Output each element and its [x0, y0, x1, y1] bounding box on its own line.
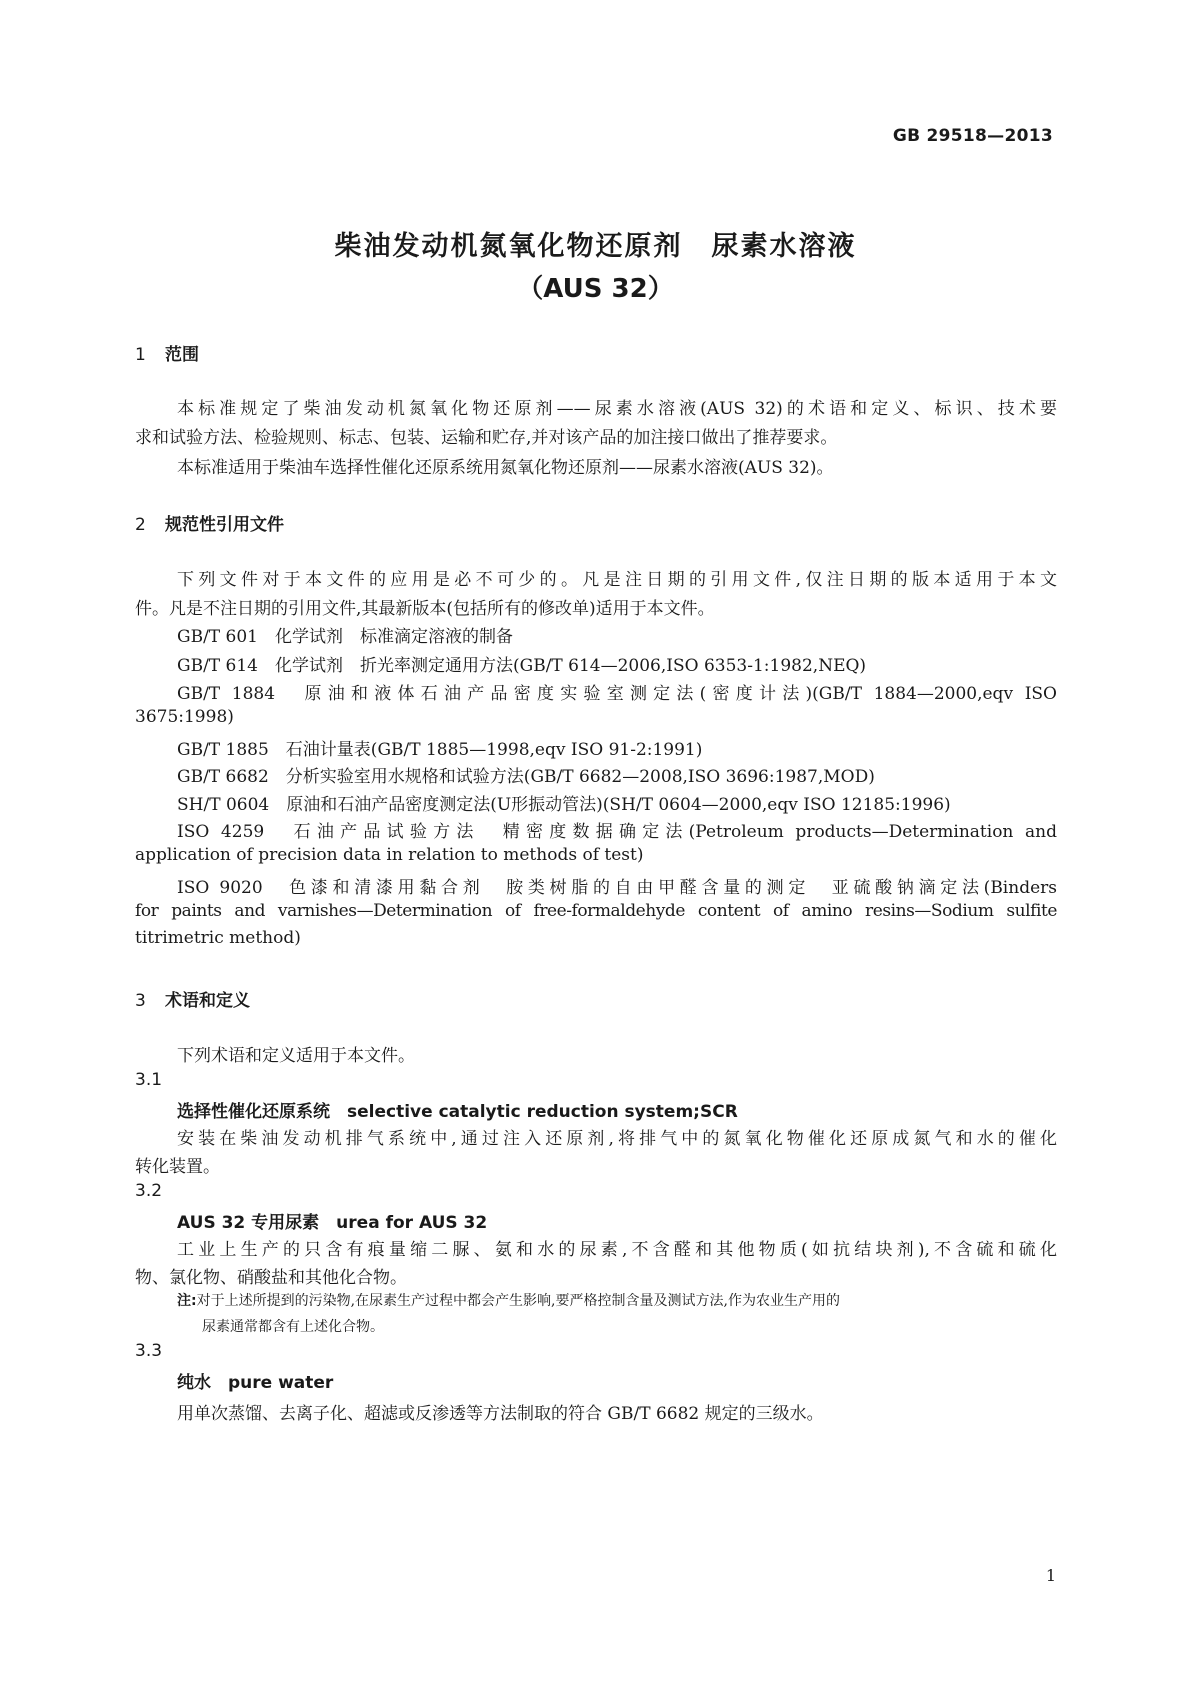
reference-item: ISO 9020 色漆和清漆用黏合剂 胺类树脂的自由甲醛含量的测定 亚硫酸钠滴定法(Binders [177, 878, 1057, 898]
clause-number: 3.1 [135, 1070, 163, 1090]
reference-item-continued: for paints and varnishes—Determination of free-formaldehyde content of amino resins—Sodium sulfite [135, 901, 1057, 921]
document-title: 柴油发动机氮氧化物还原剂 尿素水溶液 [334, 231, 857, 262]
paragraph-line: 本标准规定了柴油发动机氮氧化物还原剂——尿素水溶液(AUS 32)的术语和定义、标识、技术要 [177, 399, 1057, 419]
reference-item-continued: application of precision data in relation to methods of test) [135, 845, 644, 865]
note-text-continued: 尿素通常都含有上述化合物。 [202, 1319, 384, 1335]
reference-item: GB/T 1885 石油计量表(GB/T 1885—1998,eqv ISO 91-2:1991) [177, 740, 703, 760]
definition-line: 工业上生产的只含有痕量缩二脲、氨和水的尿素,不含醛和其他物质(如抗结块剂),不含硫和硫化 [177, 1240, 1057, 1260]
standard-number: GB 29518—2013 [892, 126, 1053, 146]
reference-item: GB/T 1884 原油和液体石油产品密度实验室测定法(密度计法)(GB/T 1884—2000,eqv ISO [177, 684, 1057, 704]
note-label: 注: [177, 1293, 197, 1309]
paragraph-line: 件。凡是不注日期的引用文件,其最新版本(包括所有的修改单)适用于本文件。 [135, 599, 715, 619]
section-number: 2 [135, 515, 146, 535]
note [177, 1288, 1057, 1315]
clause-number: 3.3 [135, 1341, 163, 1361]
clause-number: 3.2 [135, 1181, 163, 1201]
paragraph-line: 下列术语和定义适用于本文件。 [177, 1046, 415, 1066]
section-number: 1 [135, 345, 146, 365]
document-subtitle: （AUS 32） [517, 274, 674, 304]
section-2-heading [135, 510, 284, 535]
section-title: 范围 [165, 345, 199, 365]
definition-line: 转化装置。 [135, 1157, 220, 1177]
page-number: 1 [1045, 1566, 1056, 1585]
reference-item: GB/T 614 化学试剂 折光率测定通用方法(GB/T 614—2006,ISO 6353-1:1982,NEQ) [177, 656, 867, 676]
definition-line: 安装在柴油发动机排气系统中,通过注入还原剂,将排气中的氮氧化物催化还原成氮气和水的催化 [177, 1129, 1057, 1149]
term-entry: AUS 32 专用尿素 urea for AUS 32 [177, 1213, 488, 1233]
section-1-heading [135, 340, 199, 365]
paragraph-line: 本标准适用于柴油车选择性催化还原系统用氮氧化物还原剂——尿素水溶液(AUS 32)。 [177, 458, 834, 478]
reference-item-continued: 3675:1998) [135, 707, 234, 727]
section-title: 术语和定义 [165, 991, 250, 1011]
paragraph-line: 求和试验方法、检验规则、标志、包装、运输和贮存,并对该产品的加注接口做出了推荐要求。 [135, 428, 838, 448]
paragraph-line: 下列文件对于本文件的应用是必不可少的。凡是注日期的引用文件,仅注日期的版本适用于本文 [177, 570, 1057, 590]
reference-item: ISO 4259 石油产品试验方法 精密度数据确定法(Petroleum products—Determination and [177, 822, 1057, 842]
term-entry: 纯水 pure water [177, 1373, 334, 1393]
definition-line: 用单次蒸馏、去离子化、超滤或反渗透等方法制取的符合 GB/T 6682 规定的三级水。 [177, 1404, 824, 1424]
reference-item-continued: titrimetric method) [135, 928, 301, 948]
reference-item: SH/T 0604 原油和石油产品密度测定法(U形振动管法)(SH/T 0604—2000,eqv ISO 12185:1996) [177, 795, 951, 815]
section-3-heading [135, 986, 250, 1011]
definition-line: 物、氯化物、硝酸盐和其他化合物。 [135, 1268, 407, 1288]
section-number: 3 [135, 991, 146, 1011]
reference-item: GB/T 6682 分析实验室用水规格和试验方法(GB/T 6682—2008,ISO 3696:1987,MOD) [177, 767, 875, 787]
reference-item: GB/T 601 化学试剂 标准滴定溶液的制备 [177, 627, 513, 647]
term-entry: 选择性催化还原系统 selective catalytic reduction system;SCR [177, 1102, 738, 1122]
section-title: 规范性引用文件 [165, 515, 284, 535]
note-text: 对于上述所提到的污染物,在尿素生产过程中都会产生影响,要严格控制含量及测试方法,作为农业生产用的 [196, 1293, 840, 1309]
